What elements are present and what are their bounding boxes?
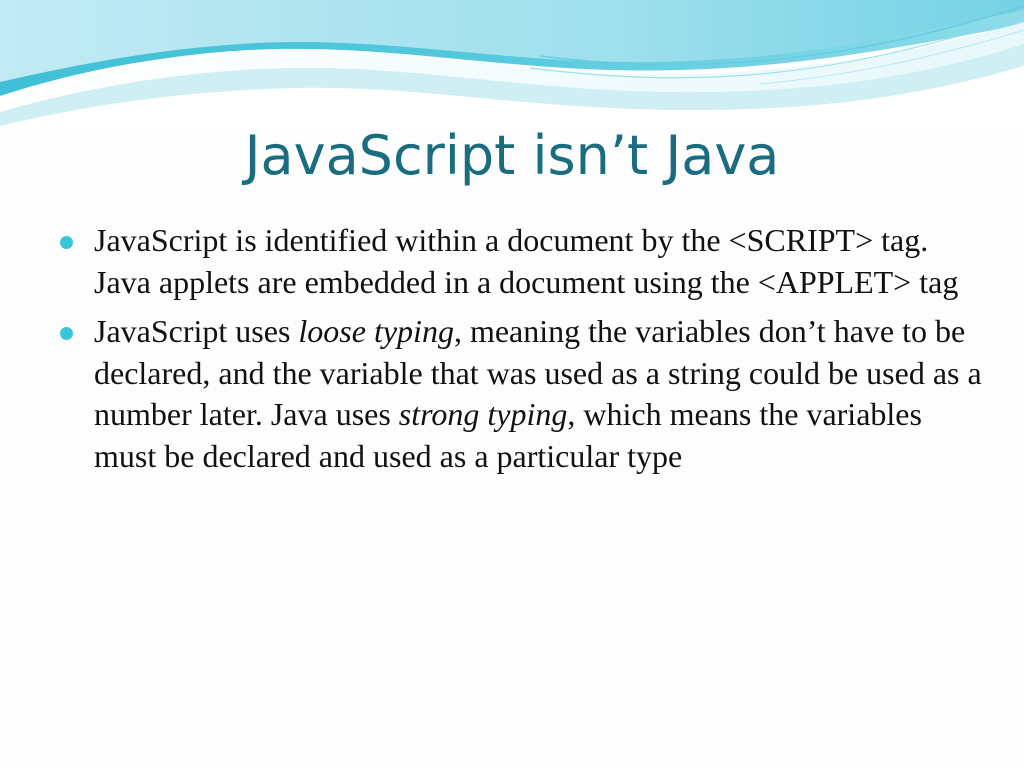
page-title: JavaScript isn’t Java [244, 124, 780, 187]
list-item [52, 220, 982, 303]
bullet-dot-icon [60, 236, 73, 249]
bullet-text-1: JavaScript is identified within a document by the <SCRIPT> tag. Java applets are embedded in a document using the <APPLET> tag [94, 222, 959, 300]
bullet-dot-icon [60, 327, 73, 340]
bullet-text-2: JavaScript uses loose typing, meaning the variables don’t have to be declared, and the variable that was used as a string could be used as a number later. Java uses strong typing, which means the variables must be declared and used as a particular type [94, 313, 982, 474]
bullet-list [52, 220, 982, 486]
list-item [52, 311, 982, 477]
